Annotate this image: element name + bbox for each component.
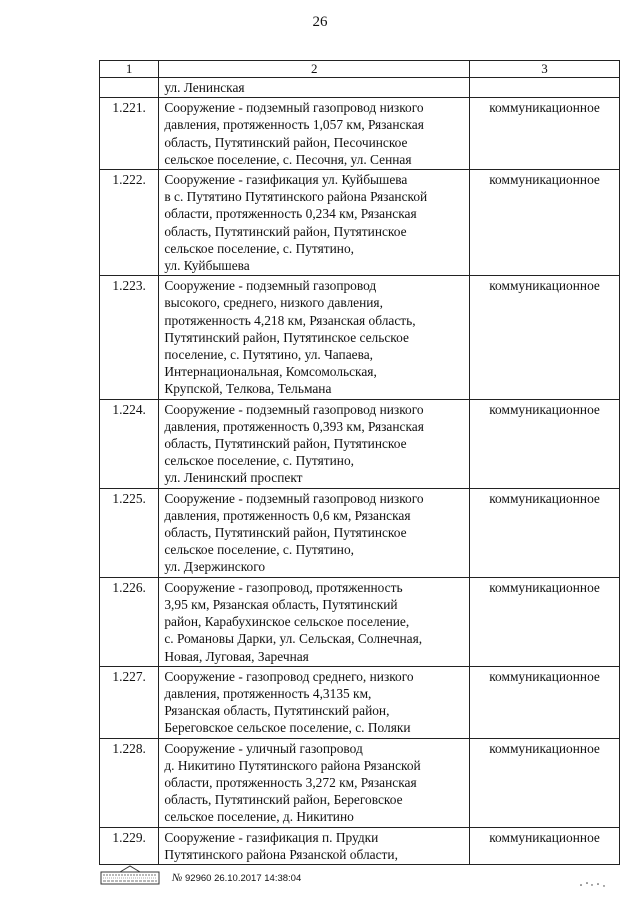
doc-number-label: № [172, 872, 183, 884]
doc-info: 92960 26.10.2017 14:38:04 [185, 873, 302, 884]
object-type: коммуникационное [470, 276, 620, 399]
description-line: ул. Куйбышева [164, 258, 250, 274]
table-row [100, 666, 620, 738]
description-line: Путятинский район, Путятинское сельское [164, 329, 409, 345]
header-col-1: 1 [100, 61, 159, 78]
object-type: коммуникационное [470, 98, 620, 170]
object-description [159, 577, 470, 666]
page-number: 26 [312, 14, 328, 30]
object-type: коммуникационное [470, 827, 620, 864]
header-col-2: 2 [159, 61, 470, 78]
object-type: коммуникационное [470, 170, 620, 276]
description-line: сельское поселение, с. Путятино, [164, 542, 354, 558]
description-line: с. Романовы Дарки, ул. Сельская, Солнечная, [164, 631, 423, 647]
description-line: район, Карабухинское сельское поселение, [164, 614, 410, 630]
description-line: давления, протяженность 1,057 км, Рязанская [164, 117, 424, 133]
object-description [159, 276, 470, 399]
table-row [100, 170, 620, 276]
description-line: 3,95 км, Рязанская область, Путятинский [164, 596, 398, 612]
description-line: протяженность 4,218 км, Рязанская область, [164, 312, 416, 328]
object-type: коммуникационное [470, 666, 620, 738]
table-header-row [100, 61, 620, 78]
description-line: Сооружение - газификация ул. Куйбышева [164, 172, 408, 188]
description-line: сельское поселение, д. Никитино [164, 809, 354, 825]
table-row [100, 488, 620, 577]
table-row [100, 577, 620, 666]
description-line: область, Путятинский район, Путятинское [164, 525, 407, 541]
row-number: 1.223. [100, 276, 159, 399]
description-line: сельское поселение, с. Песочня, ул. Сенная [164, 151, 412, 167]
row-number: 1.221. [100, 98, 159, 170]
object-description [159, 666, 470, 738]
description-line: поселение, с. Путятино, ул. Чапаева, [164, 347, 374, 363]
table-row [100, 98, 620, 170]
object-description [159, 488, 470, 577]
description-line: Сооружение - газификация п. Прудки [164, 829, 379, 845]
description-line: области, протяженность 3,272 км, Рязанская [164, 774, 417, 790]
row-number: 1.226. [100, 577, 159, 666]
description-line: ул. Ленинская [164, 80, 245, 95]
description-line: высокого, среднего, низкого давления, [164, 295, 383, 311]
description-line: сельское поселение, с. Путятино, [164, 453, 354, 469]
object-description [159, 399, 470, 488]
row-number: 1.227. [100, 666, 159, 738]
description-line: ул. Ленинский проспект [164, 470, 303, 486]
continuation-row [100, 78, 620, 98]
table-row [100, 276, 620, 399]
description-line: Сооружение - уличный газопровод [164, 740, 363, 756]
description-line: д. Никитино Путятинского района Рязанской [164, 757, 421, 773]
description-line: область, Путятинский район, Путятинское [164, 436, 407, 452]
object-type [470, 78, 620, 98]
description-line: Сооружение - подземный газопровод [164, 278, 377, 294]
description-line: Рязанская область, Путятинский район, [164, 703, 390, 719]
description-line: давления, протяженность 0,6 км, Рязанская [164, 507, 411, 523]
row-number: 1.225. [100, 488, 159, 577]
description-line: Путятинского района Рязанской области, [164, 846, 398, 862]
description-line: ул. Дзержинского [164, 559, 266, 575]
row-number: 1.222. [100, 170, 159, 276]
object-type: коммуникационное [470, 399, 620, 488]
description-line: давления, протяженность 0,393 км, Рязанская [164, 418, 424, 434]
object-description [159, 170, 470, 276]
description-line: Крупской, Телкова, Тельмана [164, 381, 332, 397]
table-row [100, 399, 620, 488]
seal-stamp-icon [100, 864, 160, 886]
description-line: сельское поселение, с. Путятино, [164, 240, 354, 256]
object-type: коммуникационное [470, 488, 620, 577]
document-registration-info [172, 872, 301, 884]
description-line: области, протяженность 0,234 км, Рязанская [164, 206, 417, 222]
description-line: Сооружение - подземный газопровод низкого [164, 401, 424, 417]
row-number: 1.228. [100, 738, 159, 827]
row-number: 1.229. [100, 827, 159, 864]
description-line: Сооружение - газопровод, протяженность [164, 579, 403, 595]
object-type: коммуникационное [470, 738, 620, 827]
description-line: Сооружение - подземный газопровод низкого [164, 490, 424, 506]
object-description [159, 98, 470, 170]
description-line: Сооружение - газопровод среднего, низкого [164, 668, 414, 684]
object-type: коммуникационное [470, 577, 620, 666]
table-row [100, 827, 620, 864]
description-line: Береговское сельское поселение, с. Поляки [164, 720, 411, 736]
description-line: область, Путятинский район, Береговское [164, 792, 403, 808]
footer-stamp [100, 860, 400, 890]
object-description [159, 78, 470, 98]
description-line: Интернациональная, Комсомольская, [164, 364, 377, 380]
description-line: в с. Путятино Путятинского района Рязанской [164, 189, 428, 205]
object-description [159, 738, 470, 827]
row-number [100, 78, 159, 98]
description-line: давления, протяженность 4,3135 км, [164, 685, 372, 701]
header-col-3: 3 [470, 61, 620, 78]
table-row [100, 738, 620, 827]
row-number: 1.224. [100, 399, 159, 488]
description-line: Новая, Луговая, Заречная [164, 648, 309, 664]
registry-table [99, 60, 620, 865]
description-line: область, Путятинский район, Путятинское [164, 223, 407, 239]
description-line: Сооружение - подземный газопровод низкого [164, 100, 424, 116]
scan-marks-icon [578, 880, 608, 888]
object-description [159, 827, 470, 864]
description-line: область, Путятинский район, Песочинское [164, 134, 408, 150]
